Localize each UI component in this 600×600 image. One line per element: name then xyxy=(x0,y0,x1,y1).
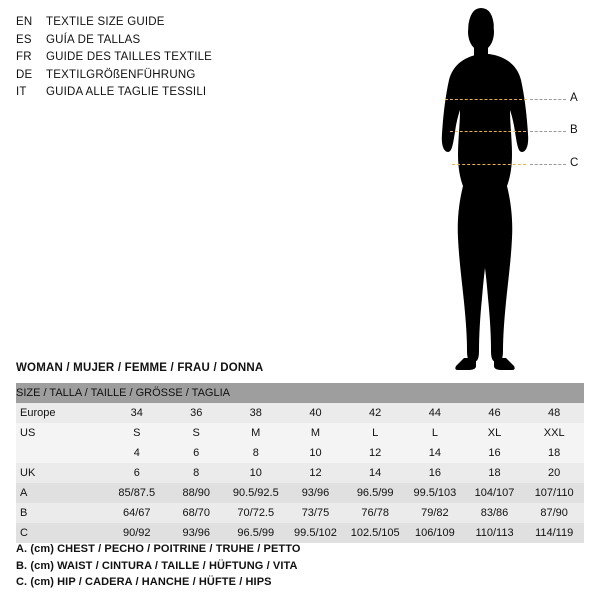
measure-line-c-extension xyxy=(530,164,566,165)
cell: 104/107 xyxy=(465,483,525,503)
cell: 96.5/99 xyxy=(345,483,405,503)
cell: 6 xyxy=(167,443,226,463)
cell: 46 xyxy=(465,403,525,423)
cell: 102.5/105 xyxy=(345,523,405,543)
language-text: GUIDE DES TAILLES TEXTILE xyxy=(46,51,213,63)
cell: 10 xyxy=(226,463,286,483)
row-label: UK xyxy=(16,463,107,483)
cell: 90.5/92.5 xyxy=(226,483,286,503)
cell: S xyxy=(107,423,167,443)
cell: 73/75 xyxy=(286,503,346,523)
cell: 42 xyxy=(345,403,405,423)
cell: 48 xyxy=(524,403,584,423)
cell: L xyxy=(405,423,465,443)
measure-line-b-extension xyxy=(530,131,566,132)
cell: 4 xyxy=(107,443,167,463)
cell: 114/119 xyxy=(524,523,584,543)
cell: 38 xyxy=(226,403,286,423)
table-row xyxy=(16,463,584,483)
cell: 10 xyxy=(286,443,346,463)
language-text: GUÍA DE TALLAS xyxy=(46,33,141,46)
table-row xyxy=(16,483,584,503)
language-code: EN xyxy=(16,16,33,28)
cell: 8 xyxy=(167,463,226,483)
cell: 110/113 xyxy=(465,523,525,543)
row-label: A xyxy=(16,483,107,503)
cell: 76/78 xyxy=(345,503,405,523)
cell: 99.5/103 xyxy=(405,483,465,503)
table-row xyxy=(16,503,584,523)
language-row-es xyxy=(16,34,346,52)
cell: 93/96 xyxy=(167,523,226,543)
table-header-label: SIZE / TALLA / TAILLE / GRÖSSE / TAGLIA xyxy=(16,383,584,403)
measure-label-a: A xyxy=(570,92,578,104)
measure-line-b xyxy=(450,131,526,132)
measurement-legend xyxy=(16,541,584,591)
cell: 12 xyxy=(345,443,405,463)
row-label: B xyxy=(16,503,107,523)
cell: 18 xyxy=(524,443,584,463)
measure-line-a xyxy=(445,99,527,100)
size-table xyxy=(16,383,584,543)
cell: 99.5/102 xyxy=(286,523,346,543)
table-header-row xyxy=(16,383,584,403)
cell: XL xyxy=(465,423,525,443)
measure-line-a-extension xyxy=(530,99,566,100)
cell: 14 xyxy=(345,463,405,483)
legend-line-c: C. (cm) HIP / CADERA / HANCHE / HÜFTE / HIPS xyxy=(16,576,272,588)
measure-line-c xyxy=(452,164,526,165)
row-label: US xyxy=(16,423,107,443)
cell: 16 xyxy=(405,463,465,483)
language-code: FR xyxy=(16,51,32,63)
cell: 6 xyxy=(107,463,167,483)
female-body-silhouette-icon xyxy=(400,6,600,376)
cell: 88/90 xyxy=(167,483,226,503)
language-text: TEXTILGRÖßENFÜHRUNG xyxy=(46,68,196,81)
cell: 34 xyxy=(107,403,167,423)
cell: 93/96 xyxy=(286,483,346,503)
cell: 18 xyxy=(465,463,525,483)
language-code: DE xyxy=(16,68,33,81)
cell: 16 xyxy=(465,443,525,463)
row-label xyxy=(16,443,107,463)
table-row xyxy=(16,443,584,463)
cell: 44 xyxy=(405,403,465,423)
language-list xyxy=(16,16,346,104)
cell: 12 xyxy=(286,463,346,483)
measure-label-c: C xyxy=(570,157,579,169)
cell: 106/109 xyxy=(405,523,465,543)
cell: 8 xyxy=(226,443,286,463)
cell: 70/72.5 xyxy=(226,503,286,523)
language-code: IT xyxy=(16,86,27,98)
row-label: Europe xyxy=(16,403,107,423)
row-label: C xyxy=(16,523,107,543)
cell: 68/70 xyxy=(167,503,226,523)
cell: 96.5/99 xyxy=(226,523,286,543)
cell: 83/86 xyxy=(465,503,525,523)
cell: L xyxy=(345,423,405,443)
legend-line-b: B. (cm) WAIST / CINTURA / TAILLE / HÜFTUNG / VITA xyxy=(16,559,298,572)
cell: 40 xyxy=(286,403,346,423)
cell: S xyxy=(167,423,226,443)
cell: XXL xyxy=(524,423,584,443)
cell: M xyxy=(226,423,286,443)
language-row-de xyxy=(16,69,346,87)
table-row xyxy=(16,523,584,543)
table-row xyxy=(16,423,584,443)
cell: 14 xyxy=(405,443,465,463)
language-row-it xyxy=(16,86,346,104)
language-code: ES xyxy=(16,33,32,46)
section-title-woman: WOMAN / MUJER / FEMME / FRAU / DONNA xyxy=(16,362,264,374)
figure-area xyxy=(400,6,600,376)
language-text: TEXTILE SIZE GUIDE xyxy=(46,16,165,28)
legend-line-a: A. (cm) CHEST / PECHO / POITRINE / TRUHE / PETTO xyxy=(16,543,301,555)
table-row xyxy=(16,403,584,423)
cell: 36 xyxy=(167,403,226,423)
cell: 90/92 xyxy=(107,523,167,543)
cell: 87/90 xyxy=(524,503,584,523)
language-row-en xyxy=(16,16,346,34)
cell: 20 xyxy=(524,463,584,483)
measure-label-b: B xyxy=(570,124,578,136)
cell: M xyxy=(286,423,346,443)
cell: 107/110 xyxy=(524,483,584,503)
language-row-fr xyxy=(16,51,346,69)
language-text: GUIDA ALLE TAGLIE TESSILI xyxy=(46,86,207,98)
cell: 85/87.5 xyxy=(107,483,167,503)
cell: 79/82 xyxy=(405,503,465,523)
cell: 64/67 xyxy=(107,503,167,523)
